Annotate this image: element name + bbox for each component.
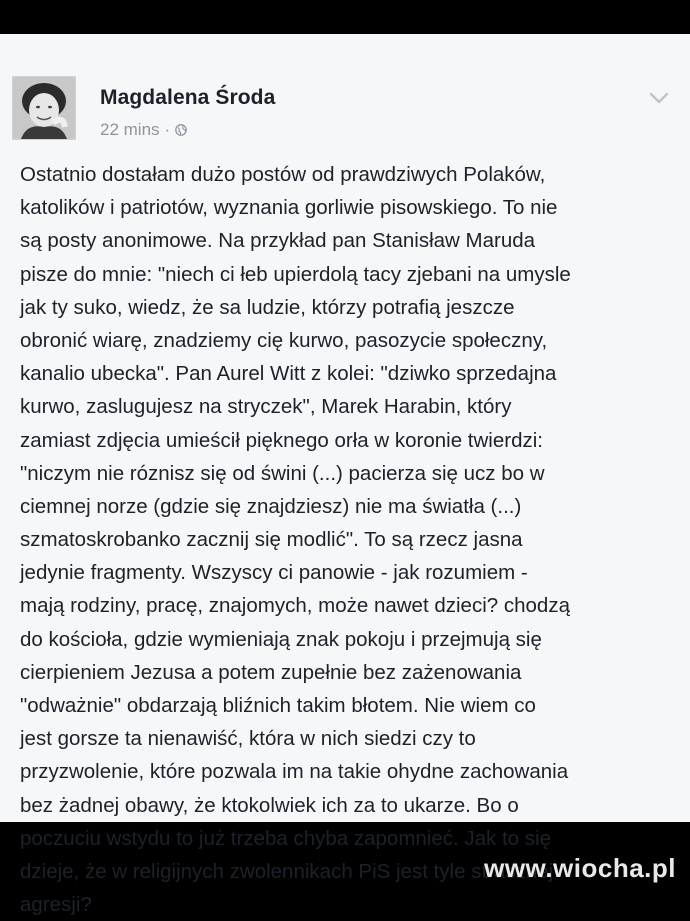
post-text-line: Ostatnio dostałam dużo postów od prawdziwych Polaków, xyxy=(20,163,546,186)
post-meta xyxy=(100,120,187,140)
post-text-line: do kościoła, gdzie wymieniają znak pokoju i przejmują się xyxy=(20,627,542,651)
post-text-line: "odważnie" obdarzają bliźnich takim błotem. Nie wiem co xyxy=(20,694,536,717)
post-text-line: katolików i patriotów, wyznania gorliwie pisowskiego. To nie xyxy=(20,196,558,220)
post-text-line: przyzwolenie, które pozwala im na takie ohydne zachowania xyxy=(20,760,569,784)
post-text-line: poczuciu wstydu to już trzeba chyba zapomnieć. Jak to się xyxy=(20,826,551,850)
post-text-line: jest gorsze ta nienawiść, która w nich siedzi czy to xyxy=(20,727,476,751)
post-text-line: jedynie fragmenty. Wszyscy ci panowie - jak rozumiem - xyxy=(20,561,528,585)
post-body xyxy=(20,158,680,921)
post-text-line: są posty anonimowe. Na przykład pan Stanisław Maruda xyxy=(20,229,536,253)
post-text-line: agresji? xyxy=(20,893,92,917)
post-text-line: jak ty suko, wiedz, że sa ludzie, którzy potrafią jeszcze xyxy=(20,295,515,319)
post-text-line: dzieje, że w religijnych zwolennikach PiS jest tyle strasznej xyxy=(20,859,554,883)
post-text-line: pisze do mnie: "niech ci łeb upierdolą tacy zjebani na umysle xyxy=(20,262,571,286)
post-text-line: "niczym nie róznisz się od świni (...) pacierza się ucz bo w xyxy=(20,461,545,485)
post-text-line: cierpieniem Jezusa a potem zupełnie bez zażenowania xyxy=(20,660,522,684)
post-text-line: obronić wiarę, znadziemy cię kurwo, pasozycie społeczny, xyxy=(20,328,548,352)
post-text-line: szmatoskrobanko zacznij się modlić". To są rzecz jasna xyxy=(20,528,523,552)
chevron-down-icon[interactable] xyxy=(648,90,670,106)
meta-separator: · xyxy=(164,120,171,139)
post-text-line: bez żadnej obawy, że ktokolwiek ich za to ukarze. Bo o xyxy=(20,793,519,817)
post-timestamp[interactable]: 22 mins xyxy=(100,120,160,139)
post-text-line: ciemnej norze (gdzie się znajdziesz) nie ma światła (...) xyxy=(20,494,522,518)
avatar-photo-icon xyxy=(13,77,75,139)
post-text-line: zamiast zdjęcia umieścił pięknego orła w koronie twierdzi: xyxy=(20,428,543,452)
author-avatar[interactable] xyxy=(12,76,76,140)
author-name[interactable]: Magdalena Środa xyxy=(100,86,276,109)
site-watermark: www.wiocha.pl xyxy=(484,853,676,883)
post-text-line: mają rodziny, pracę, znajomych, może nawet dzieci? chodzą xyxy=(20,594,570,618)
globe-icon[interactable] xyxy=(175,124,187,136)
post-text-line: kanalio ubecka". Pan Aurel Witt z kolei: "dziwko sprzedajna xyxy=(20,362,557,386)
post-text-line: kurwo, zaslugujesz na stryczek", Marek Harabin, który xyxy=(20,395,512,419)
